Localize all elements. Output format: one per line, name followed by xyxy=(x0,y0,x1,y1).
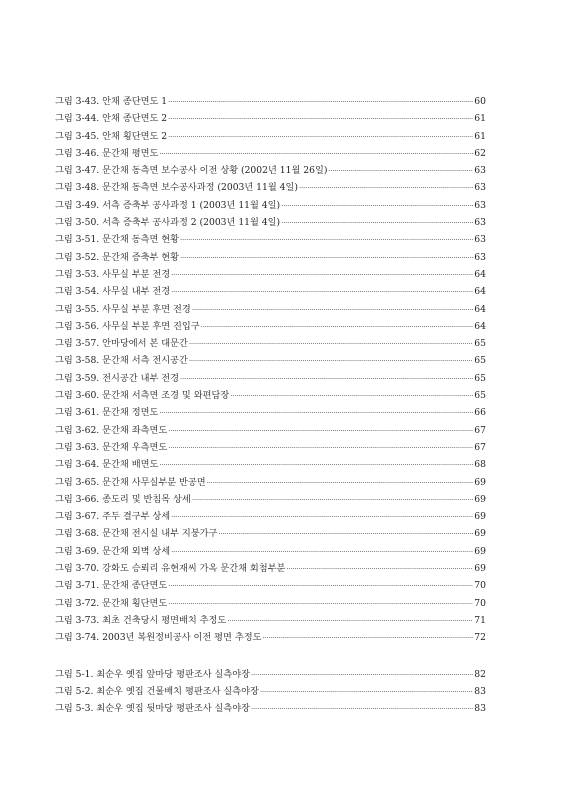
dot-leader xyxy=(171,284,473,301)
figure-list-section-3 xyxy=(55,93,486,647)
toc-entry-title: 그림 3-49. 서측 증축부 공사과정 1 (2003년 11월 4일) xyxy=(55,199,281,211)
toc-entry-title: 그림 5-2. 최순우 옛집 건물배치 평판조사 실측야장 xyxy=(55,685,259,697)
toc-entry-title: 그림 3-43. 안채 종단면도 1 xyxy=(55,96,168,107)
toc-entry-title: 그림 3-74. 2003년 복원정비공사 이전 평면 추정도 xyxy=(55,632,262,644)
dot-leader xyxy=(262,630,473,647)
toc-entry-title: 그림 3-44. 안채 종단면도 2 xyxy=(55,113,168,125)
dot-leader xyxy=(168,129,473,146)
toc-entry-page-number: 69 xyxy=(474,493,486,505)
dot-leader xyxy=(168,578,473,595)
toc-entry-page-number: 65 xyxy=(474,338,486,350)
dot-leader xyxy=(281,198,473,215)
dot-leader xyxy=(168,111,473,128)
toc-entry-page-number: 69 xyxy=(474,511,486,523)
toc-entry-page-number: 63 xyxy=(474,182,486,194)
toc-entry-page-number: 63 xyxy=(474,251,486,263)
dot-leader xyxy=(251,701,473,718)
toc-entry-title: 그림 3-72. 문간채 횡단면도 xyxy=(55,597,168,609)
dot-leader xyxy=(171,509,473,526)
toc-entry xyxy=(55,666,486,683)
toc-entry-page-number: 62 xyxy=(474,147,486,159)
toc-entry-page-number: 65 xyxy=(474,372,486,384)
toc-entry-page-number: 64 xyxy=(474,303,486,315)
toc-entry-title: 그림 3-52. 문간채 증축부 현황 xyxy=(55,251,179,263)
toc-entry-title: 그림 3-65. 문간채 사무실부분 반공면 xyxy=(55,476,206,488)
toc-entry-page-number: 83 xyxy=(474,685,486,697)
toc-entry-page-number: 61 xyxy=(474,130,486,142)
toc-entry xyxy=(55,214,486,231)
toc-entry xyxy=(55,508,486,525)
figure-list xyxy=(55,93,486,717)
dot-leader xyxy=(159,457,473,474)
toc-entry-page-number: 65 xyxy=(474,390,486,402)
toc-entry-page-number: 63 xyxy=(474,234,486,246)
toc-entry-title: 그림 3-56. 사무실 부분 후면 진입구 xyxy=(55,320,200,332)
toc-entry xyxy=(55,249,486,266)
toc-entry xyxy=(55,145,486,162)
toc-entry-page-number: 72 xyxy=(474,632,486,644)
toc-entry xyxy=(55,456,486,473)
dot-leader xyxy=(207,475,474,492)
toc-entry-title: 그림 3-58. 문간채 서측 전시공간 xyxy=(55,355,188,367)
toc-entry xyxy=(55,525,486,542)
dot-leader xyxy=(286,561,473,578)
toc-entry-title: 그림 5-3. 최순우 옛집 뒷마당 평판조사 실측야장 xyxy=(55,703,250,715)
dot-leader xyxy=(159,405,473,422)
toc-entry-title: 그림 3-45. 안채 횡단면도 2 xyxy=(55,130,168,142)
toc-entry-page-number: 65 xyxy=(474,355,486,367)
toc-entry-page-number: 64 xyxy=(474,268,486,280)
toc-entry-page-number: 64 xyxy=(474,286,486,298)
dot-leader xyxy=(189,353,473,370)
toc-entry xyxy=(55,387,486,404)
toc-entry xyxy=(55,231,486,248)
toc-entry-title: 그림 3-47. 문간채 동측면 보수공사 이전 상황 (2002년 11월 26일) xyxy=(55,165,328,177)
toc-entry xyxy=(55,93,486,110)
toc-entry-title: 그림 3-59. 전시공간 내부 전경 xyxy=(55,372,179,384)
toc-entry-title: 그림 3-73. 최초 건축당시 평면배치 추정도 xyxy=(55,614,227,626)
toc-entry xyxy=(55,335,486,352)
toc-entry xyxy=(55,577,486,594)
toc-entry-title: 그림 3-69. 문간채 외벽 상세 xyxy=(55,545,171,557)
toc-entry-page-number: 66 xyxy=(474,407,486,419)
toc-entry-title: 그림 3-67. 주두 결구부 상세 xyxy=(55,511,171,523)
toc-entry-title: 그림 3-70. 강화도 승뢰리 유현재씨 가옥 문간채 회첨부분 xyxy=(55,563,286,575)
toc-entry xyxy=(55,352,486,369)
toc-entry xyxy=(55,179,486,196)
toc-entry-title: 그림 5-1. 최순우 옛집 앞마당 평판조사 실측야장 xyxy=(55,668,250,680)
figure-list-section-5 xyxy=(55,666,486,718)
toc-entry-page-number: 61 xyxy=(474,113,486,125)
toc-entry-title: 그림 3-53. 사무실 부분 전경 xyxy=(55,268,171,280)
toc-entry-page-number: 69 xyxy=(474,563,486,575)
toc-entry-page-number: 60 xyxy=(474,96,486,107)
toc-entry-title: 그림 3-68. 문간채 전시실 내부 지붕가구 xyxy=(55,528,218,540)
toc-entry xyxy=(55,560,486,577)
toc-entry-page-number: 70 xyxy=(474,597,486,609)
toc-entry-title: 그림 3-64. 문간채 배면도 xyxy=(55,459,159,471)
dot-leader xyxy=(168,94,473,111)
dot-leader xyxy=(299,180,473,197)
toc-entry xyxy=(55,595,486,612)
dot-leader xyxy=(218,526,473,543)
toc-entry-page-number: 63 xyxy=(474,199,486,211)
toc-entry-title: 그림 3-62. 문간채 좌측면도 xyxy=(55,424,168,436)
toc-entry-title: 그림 3-50. 서측 증축부 공사과정 2 (2003년 11월 4일) xyxy=(55,217,281,229)
toc-entry xyxy=(55,491,486,508)
dot-leader xyxy=(328,163,473,180)
toc-entry xyxy=(55,197,486,214)
toc-entry-page-number: 67 xyxy=(474,424,486,436)
dot-leader xyxy=(180,232,473,249)
toc-entry xyxy=(55,543,486,560)
toc-entry-title: 그림 3-66. 종도리 및 반침목 상세 xyxy=(55,493,191,505)
dot-leader xyxy=(189,336,473,353)
toc-entry xyxy=(55,266,486,283)
toc-entry-page-number: 68 xyxy=(474,459,486,471)
toc-entry-title: 그림 3-55. 사무실 부분 후면 전경 xyxy=(55,303,191,315)
toc-entry-page-number: 67 xyxy=(474,441,486,453)
dot-leader xyxy=(168,440,473,457)
toc-entry xyxy=(55,439,486,456)
dot-leader xyxy=(171,267,473,284)
toc-entry-title: 그림 3-60. 문간채 서측면 조경 및 와편담장 xyxy=(55,390,230,402)
dot-leader xyxy=(168,596,473,613)
toc-entry-title: 그림 3-46. 문간채 평면도 xyxy=(55,147,159,159)
toc-entry-title: 그림 3-61. 문간채 정면도 xyxy=(55,407,159,419)
toc-entry xyxy=(55,110,486,127)
toc-entry-title: 그림 3-51. 문간채 동측면 현황 xyxy=(55,234,179,246)
toc-entry-page-number: 69 xyxy=(474,476,486,488)
dot-leader xyxy=(192,302,474,319)
toc-entry-page-number: 82 xyxy=(474,668,486,680)
toc-entry xyxy=(55,422,486,439)
toc-entry xyxy=(55,162,486,179)
toc-entry-title: 그림 3-63. 문간채 우측면도 xyxy=(55,441,168,453)
dot-leader xyxy=(227,613,473,630)
toc-entry-page-number: 69 xyxy=(474,545,486,557)
toc-entry xyxy=(55,474,486,491)
toc-entry-page-number: 64 xyxy=(474,320,486,332)
dot-leader xyxy=(192,492,474,509)
toc-entry xyxy=(55,404,486,421)
dot-leader xyxy=(180,250,473,267)
toc-entry-title: 그림 3-71. 문간채 종단면도 xyxy=(55,580,168,592)
toc-entry xyxy=(55,683,486,700)
toc-entry xyxy=(55,700,486,717)
toc-entry-page-number: 70 xyxy=(474,580,486,592)
toc-entry-page-number: 71 xyxy=(474,614,486,626)
toc-entry xyxy=(55,283,486,300)
toc-entry-page-number: 83 xyxy=(474,703,486,715)
dot-leader xyxy=(180,371,473,388)
dot-leader xyxy=(281,215,473,232)
toc-entry-title: 그림 3-54. 사무실 내부 전경 xyxy=(55,286,171,298)
dot-leader xyxy=(159,146,473,163)
dot-leader xyxy=(230,388,473,405)
dot-leader xyxy=(251,667,473,684)
toc-entry xyxy=(55,612,486,629)
dot-leader xyxy=(171,544,473,561)
toc-entry-page-number: 63 xyxy=(474,217,486,229)
toc-entry xyxy=(55,128,486,145)
toc-entry-title: 그림 3-57. 안마당에서 본 대문간 xyxy=(55,338,188,350)
toc-entry-page-number: 69 xyxy=(474,528,486,540)
toc-entry xyxy=(55,370,486,387)
toc-entry xyxy=(55,629,486,646)
dot-leader xyxy=(168,423,473,440)
toc-entry xyxy=(55,301,486,318)
dot-leader xyxy=(260,684,473,701)
toc-entry xyxy=(55,318,486,335)
toc-entry-title: 그림 3-48. 문간채 동측면 보수공사과정 (2003년 11월 4일) xyxy=(55,182,298,194)
dot-leader xyxy=(201,319,474,336)
toc-entry-page-number: 63 xyxy=(474,165,486,177)
